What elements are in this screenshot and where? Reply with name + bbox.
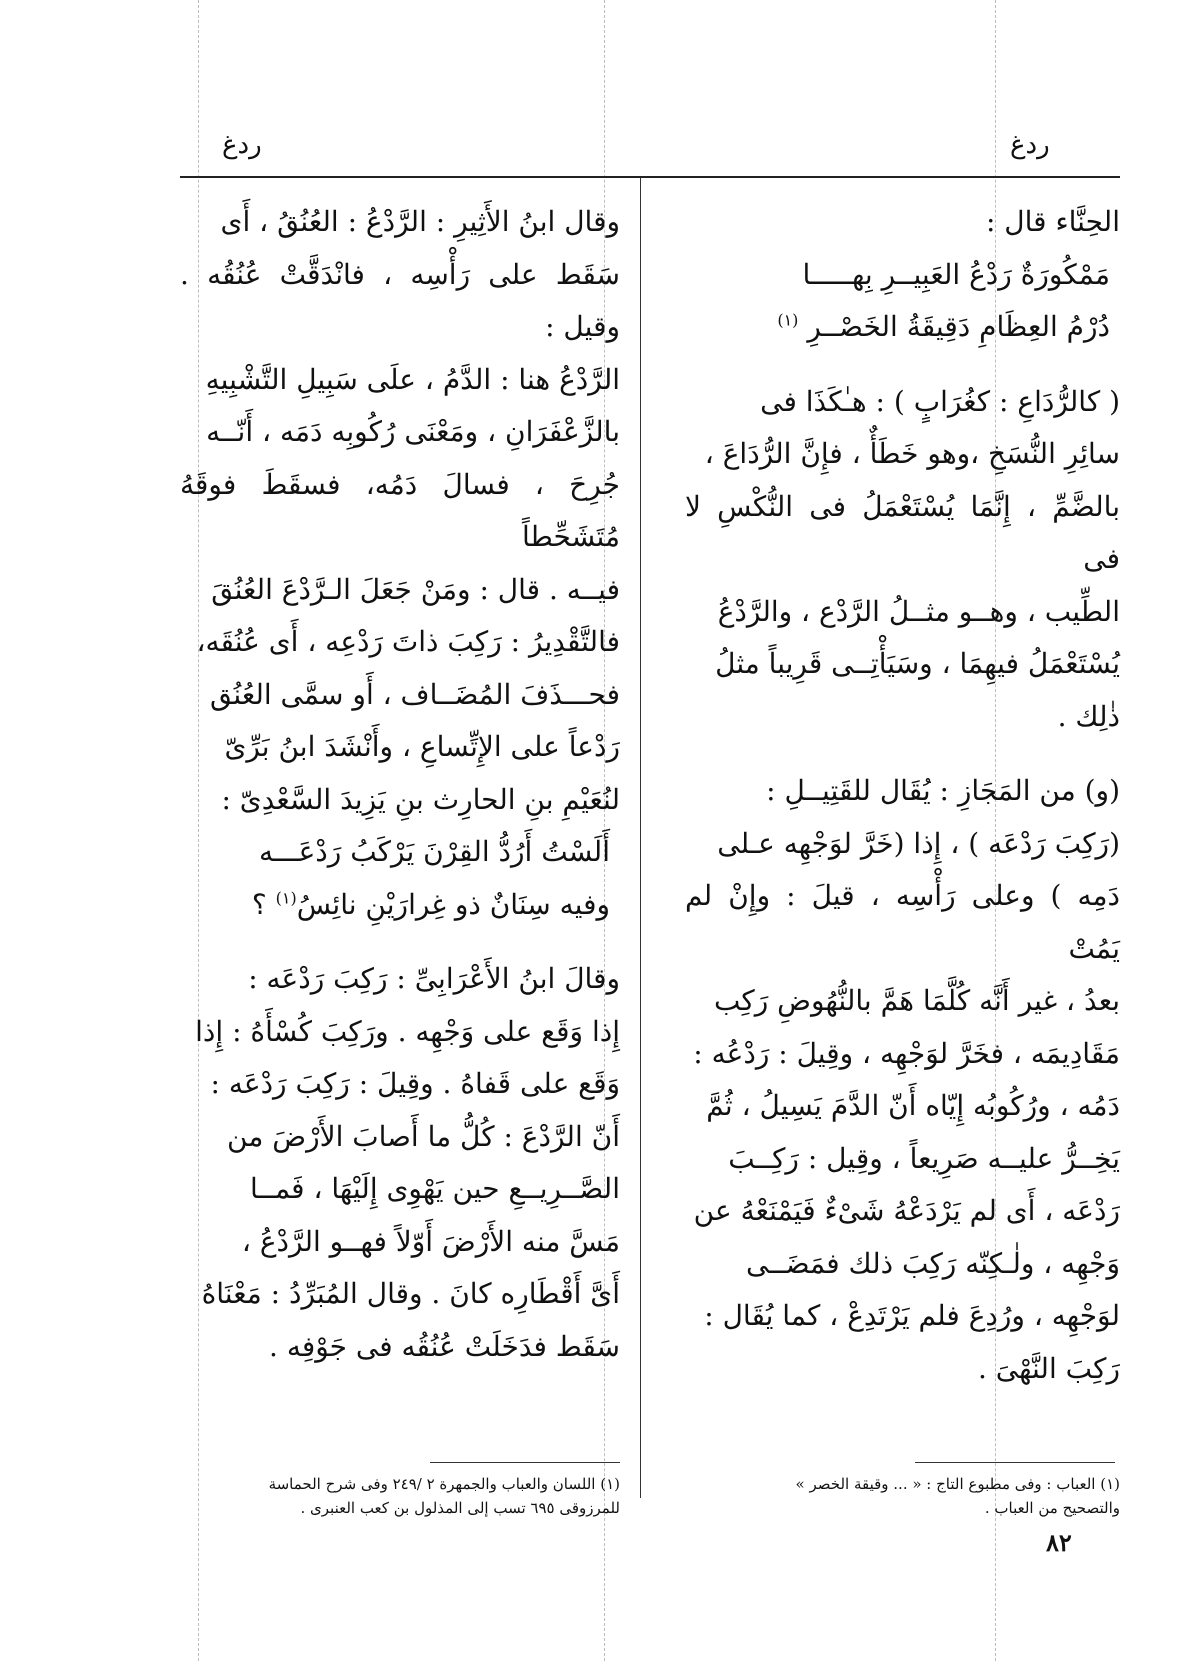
text-line: مَقَادِيمَه ، فخَرَّ لوَجْهِه ، وقِيلَ : رَدْعُه : bbox=[693, 1036, 1120, 1070]
text-line: سائِرِ النُّسَخِ ،وهو خَطَأٌ ، فإِنَّ الرُّدَاعَ ، bbox=[704, 437, 1120, 470]
text-line: لنُعَيْمِ بنِ الحارِث بنِ يَزِيدَ السَّعْدِىّ : bbox=[221, 782, 620, 816]
footnote-line: (١) اللسان والعباب والجمهرة ٢ /٢٤٩ وفى شرح الحماسة bbox=[268, 1475, 620, 1493]
footnote-line: (١) العباب : وفى مطبوع التاج : « ... وقيقة الخصر » bbox=[795, 1475, 1120, 1493]
text-line: رَكِبَ النَّهْىَ . bbox=[977, 1351, 1120, 1385]
verse-line: أَلَسْتُ أَرُدُّ القِرْنَ يَرْكَبُ رَدْعَـــه bbox=[258, 835, 610, 868]
column-divider bbox=[640, 178, 641, 1498]
text-line: فحـــذَفَ المُضَــاف ، أَو سمَّى العُنُق bbox=[210, 677, 620, 711]
left-column bbox=[180, 196, 620, 1373]
verse-line: دُرْمُ العِظَامِ دَقِيقَةُ الخَصْــرِ $^{(١)}$ bbox=[777, 310, 1110, 343]
text-line: أَنّ الرَّدْعَ : كُلُّ ما أَصابَ الأَرْضَ من bbox=[227, 1119, 620, 1153]
footnote-rule-right bbox=[915, 1462, 1115, 1463]
footnote-line: والتصحيح من العباب . bbox=[984, 1499, 1120, 1517]
running-header-right: ردغ bbox=[1010, 130, 1050, 160]
verse-line: مَمْكُورَةٌ رَدْعُ العَبِيــرِ بِهـــــا bbox=[802, 257, 1110, 291]
text-line: (رَكِبَ رَدْعَه ) ، إِذا (خَرَّ لوَجْهِه عـلى bbox=[717, 826, 1120, 860]
text-line: يَخِــرُّ عليــه صَرِيعاً ، وقِيل : رَكِــبَ bbox=[728, 1141, 1120, 1175]
text-line: وقال ابنُ الأَثِيرِ : الرَّدْعُ : العُنُقُ ، أَى bbox=[220, 205, 620, 238]
text-line: وقالَ ابنُ الأَعْرَابِىِّ : رَكِبَ رَدْعَه : bbox=[248, 962, 620, 995]
verse-line: وفيه سِنَانٌ ذو غِرارَيْنِ نائِسُ$^{(١)}$ ؟ bbox=[251, 887, 610, 921]
text-line: مَسَّ منه الأَرْضَ أَوّلاً فهــو الرَّدْعُ ، bbox=[241, 1224, 620, 1258]
text-line: الطِّيب ، وهــو مثــلُ الرَّدْع ، والرَّدْعُ bbox=[717, 594, 1120, 628]
footnote-marker: (١) bbox=[777, 310, 799, 330]
footnote-marker: (١) bbox=[275, 888, 297, 908]
text-line: ( كالرُّدَاعِ : كغُرَابٍ ) : هـٰكَذَا فى bbox=[760, 384, 1120, 418]
text-line: جُرِحَ ، فسالَ دَمُه، فسقَطَ فوقَهُ مُتَشَحِّطاً bbox=[180, 467, 620, 553]
text-line: ذٰلِك . bbox=[1057, 699, 1120, 733]
footnote-line: للمرزوقى ٦٩٥ تسب إلى المذلول بن كعب العنبرى . bbox=[300, 1499, 620, 1517]
header-rule bbox=[180, 176, 1120, 178]
text-line: رَدْعاً على الإِتِّساعِ ، وأَنْشَدَ ابنُ بَرِّىّ bbox=[224, 730, 620, 763]
text-line: الحِنَّاء قال : bbox=[985, 205, 1120, 238]
text-line: سَقَط على رَأْسِه ، فانْدَقَّتْ عُنُقُه . وقيل : bbox=[180, 257, 620, 343]
text-line: الصَّــرِيــعِ حين يَهْوِى إِلَيْهَا ، فَمــا bbox=[250, 1172, 620, 1205]
footnote-right bbox=[685, 1472, 1120, 1520]
text-line: دَمُه ، ورُكُوبُه إِيّاه أَنّ الدَّمَ يَسِيلُ ، ثُمَّ bbox=[706, 1089, 1120, 1122]
text-line: سَقَط فدَخَلَتْ عُنُقُه فى جَوْفِه . bbox=[269, 1329, 620, 1363]
text-line: وَقَع على قَفاهُ . وقِيلَ : رَكِبَ رَدْعَه : bbox=[210, 1067, 620, 1100]
text-line: دَمِه ) وعلى رَأْسِه ، قيلَ : وإِنْ لم يَمُتْ bbox=[685, 879, 1120, 965]
text-line: فالتَّقْدِيرُ : رَكِبَ ذاتَ رَدْعِه ، أَى عُنُقَه، bbox=[196, 625, 620, 658]
footnote-left bbox=[180, 1472, 620, 1520]
text-line: فيــه . قال : ومَنْ جَعَلَ الـرَّدْعَ العُنُقَ bbox=[211, 572, 620, 606]
text-line: بعدُ ، غير أَنَّه كُلَّمَا هَمَّ بالنُّهُوضِ رَكِب bbox=[713, 984, 1120, 1017]
text-line: وَجْهِه ، ولٰـكِنّه رَكِبَ ذلك فمَضَــى bbox=[745, 1246, 1120, 1280]
text-line: الرَّدْعُ هنا : الدَّمُ ، علَى سَبِيلِ التَّشْبِيهِ bbox=[205, 362, 620, 396]
text-line: رَدْعَه ، أَى لم يَرْدَعْهُ شَىْءٌ فَيَمْنَعْهُ عن bbox=[693, 1194, 1120, 1227]
text-line: لوَجْهِه ، ورُدِعَ فلم يَرْتَدِعْ ، كما يُقَال : bbox=[704, 1299, 1120, 1332]
running-header-left: ردغ bbox=[222, 130, 262, 160]
verse-end-mark: ؟ bbox=[251, 887, 267, 921]
text-line: بالزَّعْفَرَانِ ، ومَعْنَى رُكُوبِه دَمَه ، أَنّــه bbox=[206, 415, 620, 448]
text-line: أَىَّ أَقْطَارِه كانَ . وقال المُبَرِّدُ : مَعْنَاهُ bbox=[201, 1277, 620, 1310]
text-line: بالضَّمِّ ، إِنَّمَا يُسْتَعْمَلُ فى النُّكْسِ لا فى bbox=[685, 489, 1120, 575]
right-column bbox=[685, 196, 1120, 1395]
footnote-rule-left bbox=[430, 1462, 620, 1463]
text-line: (و) من المَجَازِ : يُقَال للقَتِيــلِ : bbox=[766, 774, 1120, 807]
text-line: إِذا وَقَع على وَجْهِه . ورَكِبَ كُسْأَهُ : إِذا bbox=[195, 1014, 620, 1048]
text-line: يُسْتَعْمَلُ فيهِمَا ، وسَيَأْتِــى قَرِيباً مثلُ bbox=[715, 647, 1120, 680]
page-number: ٨٢ bbox=[1046, 1528, 1072, 1557]
